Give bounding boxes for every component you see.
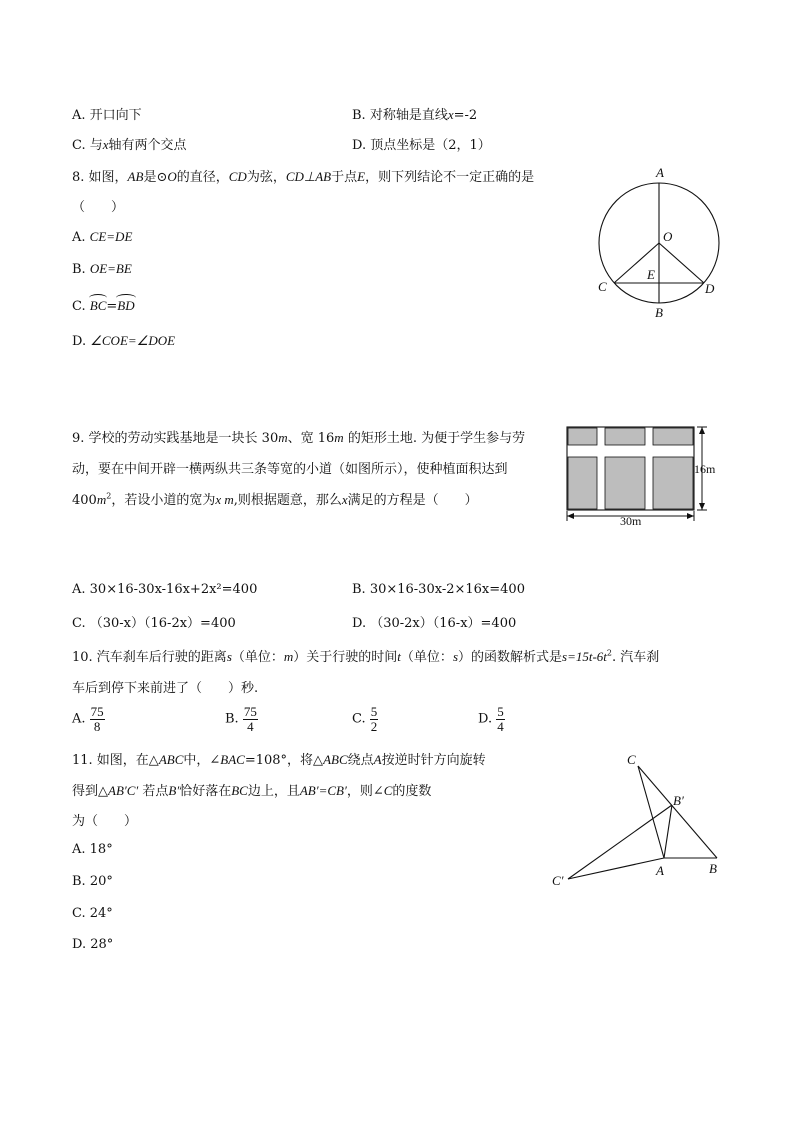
arc-bd: BD	[117, 298, 135, 313]
label-b: B	[709, 861, 717, 876]
segment-c-a	[638, 766, 664, 858]
label-c: C	[627, 752, 636, 767]
q9-stem-line1: 9. 学校的劳动实践基地是一块长 30m、宽 16m 的矩形土地. 为便于学生参与劳	[72, 430, 526, 446]
q10-option-b: B. $\frac{75}{4}$	[225, 704, 257, 734]
plot-top-left	[568, 428, 597, 445]
plot-bottom-middle	[605, 457, 645, 509]
label-a: A	[656, 165, 664, 180]
q9-field-figure	[562, 422, 732, 528]
q11-stem-line2: 得到△AB′C′ 若点B′恰好落在BC边上，且AB′=CB′，则∠C的度数	[72, 783, 432, 799]
q8-answer-paren: （ ）	[72, 200, 125, 215]
q9-stem-line3: $400m^2$，若设小道的宽为x m,则根据题意，那么x满足的方程是（ ）	[72, 491, 478, 508]
q7-option-c: C. 与x轴有两个交点	[72, 137, 187, 153]
q8-stem: 8. 如图，AB是⊙O的直径，CD为弦，CD⊥AB于点E，则下列结论不一定正确的是	[72, 169, 535, 185]
plot-top-middle	[605, 428, 645, 445]
q8-circle-figure	[590, 160, 730, 325]
q10-option-c: C. $\frac{5}{2}$	[352, 704, 378, 734]
q9-option-a: A. 30×16-30x-16x+2x²=400	[72, 582, 258, 597]
segment-c-b	[638, 766, 717, 858]
plot-bottom-left	[568, 457, 597, 509]
q11-stem-line3: 为（ ）	[72, 814, 138, 829]
label-b: B	[655, 305, 663, 320]
width-label: 30m	[620, 514, 642, 528]
q10-option-a: A. $\frac{75}{8}$	[72, 704, 104, 734]
arc-bc: BC	[89, 298, 107, 313]
q11-option-d: D. 28°	[72, 937, 114, 952]
label-a: A	[656, 863, 664, 878]
q11-option-a: A. 18°	[72, 842, 113, 857]
q11-triangle-figure	[548, 748, 728, 894]
plot-top-right	[653, 428, 693, 445]
height-label: 16m	[694, 462, 716, 476]
label-b-prime: B′	[673, 793, 684, 808]
q8-option-b: B. OE=BE	[72, 261, 132, 277]
q11-option-c: C. 24°	[72, 906, 113, 921]
q7-option-d: D. 顶点坐标是（2，1）	[352, 138, 491, 153]
q9-option-c: C. （30-x）（16-2x）=400	[72, 616, 236, 631]
label-c-prime: C′	[552, 873, 564, 888]
label-e: E	[647, 267, 655, 282]
plot-bottom-right	[653, 457, 693, 509]
q8-option-a: A. CE=DE	[72, 229, 133, 245]
q10-stem-line1: 10. 汽车刹车后行驶的距离s（单位：m）关于行驶的时间t（单位：s）的函数解析式是$s=15t-6t^2$. 汽车刹	[72, 648, 660, 665]
q8-option-c: C. BC=BD	[72, 298, 135, 314]
label-c: C	[598, 279, 607, 294]
q11-stem-line1: 11. 如图，在△ABC中，∠BAC=108°，将△ABC绕点A按逆时针方向旋转	[72, 752, 486, 768]
q10-option-d: D. $\frac{5}{4}$	[478, 704, 504, 734]
label-o: O	[663, 229, 673, 244]
q11-option-b: B. 20°	[72, 874, 113, 889]
segment-od	[659, 243, 704, 283]
q9-option-b: B. 30×16-30x-2×16x=400	[352, 582, 525, 597]
q7-option-a: A. 开口向下	[72, 108, 142, 123]
segment-a-bprime	[664, 805, 672, 858]
fraction: $\frac{75}{8}$	[90, 704, 104, 734]
q9-stem-line2: 动，要在中间开辟一横两纵共三条等宽的小道（如图所示），使种植面积达到	[72, 462, 508, 477]
q7-option-b: B. 对称轴是直线x=-2	[352, 107, 478, 123]
fraction: $\frac{5}{4}$	[497, 704, 504, 734]
q10-stem-line2: 车后到停下来前进了（ ）秒.	[72, 681, 259, 696]
label-d: D	[705, 281, 715, 296]
fraction: $\frac{75}{4}$	[243, 704, 257, 734]
q8-option-d: D. ∠COE=∠DOE	[72, 333, 176, 349]
q9-option-d: D. （30-2x）（16-x）=400	[352, 616, 517, 631]
fraction: $\frac{5}{2}$	[370, 704, 378, 734]
